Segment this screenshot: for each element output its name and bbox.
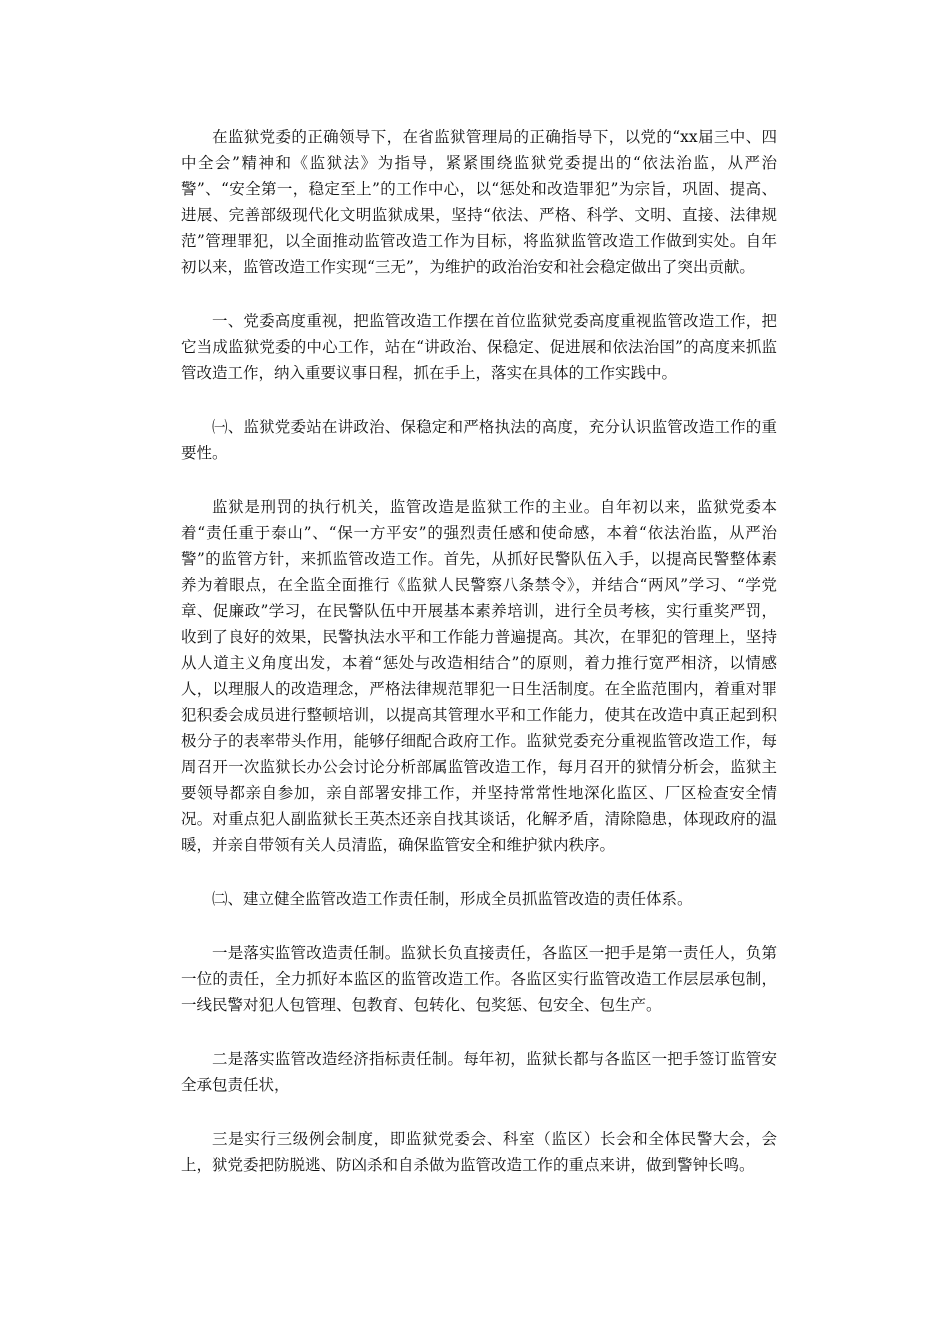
document-page [181,124,777,1206]
paragraph-subsection-one: ㈠、监狱党委站在讲政治、保稳定和严格执法的高度，充分认识监管改造工作的重要性。 [181,418,777,462]
paragraph-item-one: 一是落实监管改造责任制。监狱长负直接责任，各监区一把手是第一责任人，负第一位的责任，全力抓好本监区的监管改造工作。各监区实行监管改造工作层层承包制，一线民警对犯人包管理、包教育、包转化、包奖惩、包安全、包生产。 [181,944,777,1014]
paragraph-prison-detail: 监狱是刑罚的执行机关，监管改造是监狱工作的主业。自年初以来，监狱党委本着“责任重于泰山”、“保一方平安”的强烈责任感和使命感，本着“依法治监，从严治警”的监管方针，来抓监管改造工作。首先，从抓好民警队伍入手，以提高民警整体素养为着眼点，在全监全面推行《监狱人民警察八条禁令》，并结合“两风”学习、“学党章、促廉政”学习，在民警队伍中开展基本素养培训，进行全员考核，实行重奖严罚，收到了良好的效果，民警执法水平和工作能力普遍提高。其次，在罪犯的管理上，坚持从人道主义角度出发，本着“惩处与改造相结合”的原则，着力推行宽严相济，以情感人，以理服人的改造理念，严格法律规范罪犯一日生活制度。在全监范围内，着重对罪犯积委会成员进行整顿培训，以提高其管理水平和工作能力，使其在改造中真正起到积极分子的表率带头作用，能够仔细配合政府工作。监狱党委充分重视监管改造工作，每周召开一次监狱长办公会讨论分析部属监管改造工作，每月召开的狱情分析会，监狱主要领导都亲自参加，亲自部署安排工作，并坚持常常性地深化监区、厂区检查安全情况。对重点犯人副监狱长王英杰还亲自找其谈话，化解矛盾，清除隐患，体现政府的温暖，并亲自带领有关人员清监，确保监管安全和维护狱内秩序。 [181,498,777,854]
paragraph-subsection-two: ㈡、建立健全监管改造工作责任制，形成全员抓监管改造的责任体系。 [212,890,693,908]
paragraph-item-two: 二是落实监管改造经济指标责任制。每年初，监狱长都与各监区一把手签订监管安全承包责任状， [181,1050,777,1094]
paragraph-item-three: 三是实行三级例会制度，即监狱党委会、科室（监区）长会和全体民警大会，会上，狱党委把防脱逃、防凶杀和自杀做为监管改造工作的重点来讲，做到警钟长鸣。 [181,1130,777,1174]
paragraph-intro: 在监狱党委的正确领导下，在省监狱管理局的正确指导下，以党的“xx届三中、四中全会”精神和《监狱法》为指导，紧紧围绕监狱党委提出的“依法治监，从严治警”、“安全第一，稳定至上”的工作中心，以“惩处和改造罪犯”为宗旨，巩固、提高、进展、完善部级现代化文明监狱成果，坚持“依法、严格、科学、文明、直接、法律规范”管理罪犯，以全面推动监管改造工作为目标，将监狱监管改造工作做到实处。自年初以来，监管改造工作实现“三无”，为维护的政治治安和社会稳定做出了突出贡献。 [181,128,777,276]
paragraph-section-one: 一、党委高度重视，把监管改造工作摆在首位监狱党委高度重视监管改造工作，把它当成监狱党委的中心工作，站在“讲政治、保稳定、促进展和依法治国”的高度来抓监管改造工作，纳入重要议事日程，抓在手上，落实在具体的工作实践中。 [181,312,777,382]
